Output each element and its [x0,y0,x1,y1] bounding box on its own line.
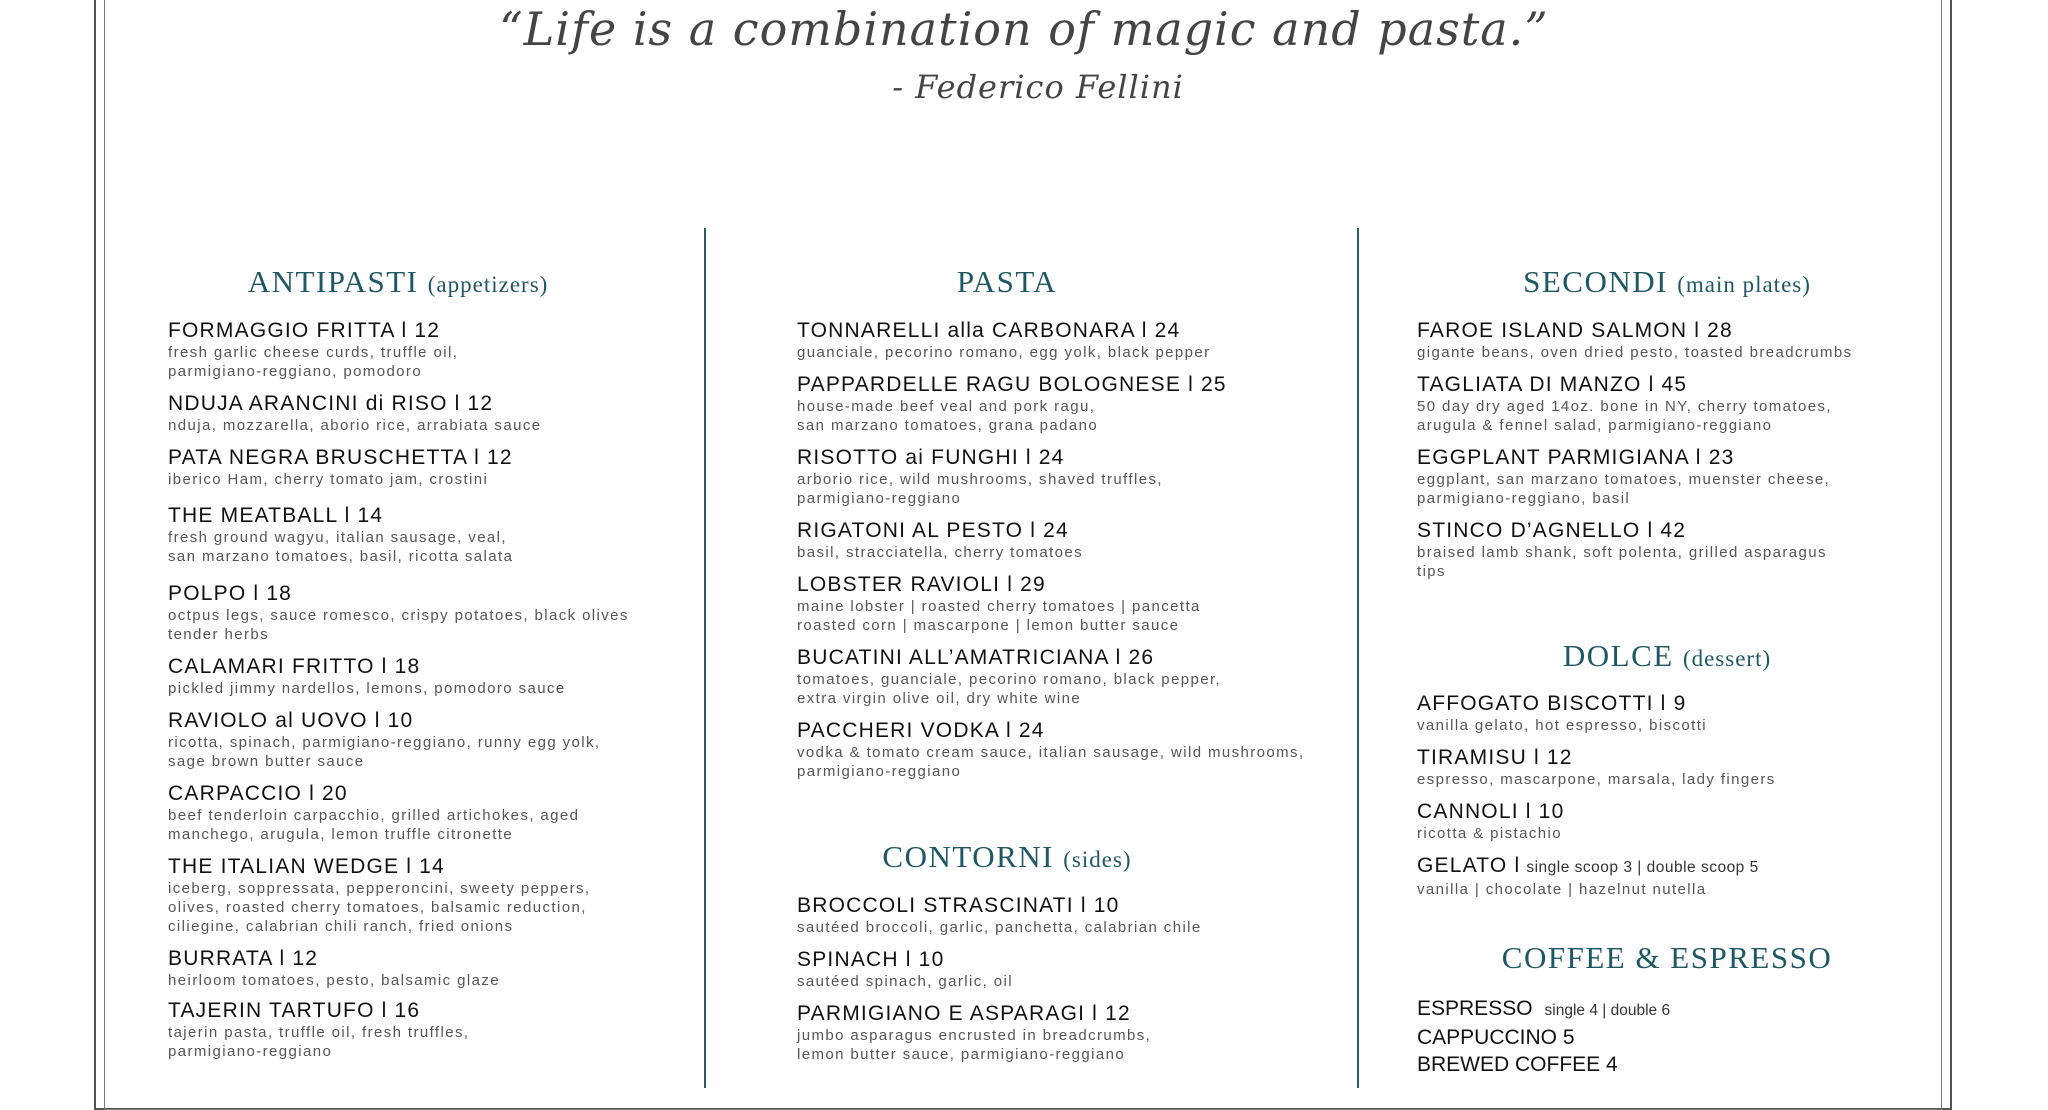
menu-item-description: parmigiano-reggiano [797,490,962,507]
coffee-item-name: ESPRESSO [1417,997,1533,1020]
menu-item-name [1417,373,1917,397]
menu-item-name [797,948,1202,972]
secondi-title: SECONDI [1523,264,1668,299]
dolce-title: DOLCE [1562,638,1674,673]
column-divider-left [704,228,706,1088]
menu-item-name-text: PATA NEGRA BRUSCHETTA l 12 [168,446,513,469]
menu-item-name-text: AFFOGATO BISCOTTI l 9 [1417,692,1687,715]
menu-item-description: san marzano tomatoes, basil, ricotta salata [168,548,514,565]
menu-item-description: jumbo asparagus encrusted in breadcrumbs, [797,1027,1152,1044]
menu-item-description: guanciale, pecorino romano, egg yolk, black pepper [797,344,1211,361]
coffee-item-name: BREWED COFFEE 4 [1417,1053,1618,1076]
menu-item-name [168,504,628,528]
menu-item-name [1417,519,1917,543]
menu-item [797,573,1337,635]
secondi-heading [1407,262,1927,302]
secondi-column [1417,262,1917,1076]
menu-item-name-text: THE MEATBALL l 14 [168,504,384,527]
menu-item-description: iberico Ham, cherry tomato jam, crostini [168,471,489,488]
menu-item-name-text: CALAMARI FRITTO l 18 [168,655,421,678]
antipasti-title: ANTIPASTI [247,264,419,299]
menu-item-name [168,709,628,733]
menu-item [168,782,628,844]
menu-item-name [1417,800,1776,824]
menu-item [1417,692,1776,735]
menu-item-description: fresh garlic cheese curds, truffle oil, [168,344,459,361]
menu-item-description: parmigiano-reggiano, basil [1417,490,1631,507]
menu-item-name [168,855,628,879]
menu-item-description: tips [1417,563,1446,580]
coffee-item-name: CAPPUCCINO 5 [1417,1026,1575,1049]
menu-item-name-text: CANNOLI l 10 [1417,800,1565,823]
menu-item-name-text: TAGLIATA DI MANZO l 45 [1417,373,1688,396]
menu-item-description: sautéed broccoli, garlic, panchetta, calabrian chile [797,919,1202,936]
menu-item-name [797,1002,1202,1026]
quote-author: - Federico Fellini [892,68,1184,106]
menu-item-description: olives, roasted cherry tomatoes, balsamic reduction, [168,899,587,916]
menu-item [168,582,628,644]
menu-item-description: vodka & tomato cream sauce, italian sausage, wild mushrooms, [797,744,1305,761]
menu-item-description: basil, stracciatella, cherry tomatoes [797,544,1084,561]
menu-item-name-text: RIGATONI AL PESTO l 24 [797,519,1069,542]
menu-item-description: nduja, mozzarella, aborio rice, arrabiata sauce [168,417,542,434]
menu-item-description: parmigiano-reggiano [168,1043,333,1060]
menu-item [797,948,1202,991]
menu-item-description: sautéed spinach, garlic, oil [797,973,1013,990]
menu-item-description: beef tenderloin carpacchio, grilled artichokes, aged [168,807,580,824]
menu-item-name [168,392,628,416]
coffee-item [1417,995,1670,1024]
menu-item-name-text: BROCCOLI STRASCINATI l 10 [797,894,1120,917]
menu-item-name [168,582,628,606]
menu-item [168,319,628,381]
menu-item [797,894,1202,937]
menu-item-description: ciliegine, calabrian chili ranch, fried onions [168,918,514,935]
coffee-heading [1407,938,1927,978]
menu-item-description: parmigiano-reggiano, pomodoro [168,363,423,380]
menu-item [1417,319,1917,362]
menu-item-name-text: STINCO D’AGNELLO l 42 [1417,519,1687,542]
menu-item-description: tajerin pasta, truffle oil, fresh truffles, [168,1024,470,1041]
menu-item-name [168,947,628,971]
pasta-heading [787,262,1227,302]
coffee-item [1417,1024,1670,1051]
menu-item [1417,854,1776,899]
menu-item-name [797,446,1337,470]
menu-item [168,855,628,936]
menu-item [168,392,628,435]
pasta-column [797,262,1337,1063]
menu-item [797,1002,1202,1064]
menu-item-description: 50 day dry aged 14oz. bone in NY, cherry tomatoes, [1417,398,1832,415]
menu-item-description: roasted corn | mascarpone | lemon butter sauce [797,617,1180,634]
menu-item [168,709,628,771]
pasta-list [797,319,1337,781]
pasta-title: PASTA [956,264,1058,299]
menu-item-name-text: FORMAGGIO FRITTA l 12 [168,319,441,342]
menu-item [168,947,628,990]
menu-item-name-text: RISOTTO ai FUNGHI l 24 [797,446,1065,469]
menu-item-description: extra virgin olive oil, dry white wine [797,690,1082,707]
menu-item-description: lemon butter sauce, parmigiano-reggiano [797,1046,1126,1063]
menu-item-description: vanilla gelato, hot espresso, biscotti [1417,717,1707,734]
menu-item-description: maine lobster | roasted cherry tomatoes | pancetta [797,598,1201,615]
menu-item-name [168,999,628,1023]
dolce-subtitle: (dessert) [1682,646,1772,671]
menu-item [797,373,1337,435]
menu-item [168,999,628,1061]
column-divider-right [1357,228,1359,1088]
menu-item-name [797,573,1337,597]
menu-item-name-text: THE ITALIAN WEDGE l 14 [168,855,445,878]
menu-item-name-text: FAROE ISLAND SALMON l 28 [1417,319,1733,342]
menu-item-description: san marzano tomatoes, grana padano [797,417,1099,434]
menu-item-description: gigante beans, oven dried pesto, toasted breadcrumbs [1417,344,1853,361]
menu-item [1417,519,1917,581]
menu-item-description: tender herbs [168,626,270,643]
contorni-title: CONTORNI [882,839,1055,874]
menu-item-description: fresh ground wagyu, italian sausage, veal, [168,529,507,546]
menu-item-name [1417,746,1776,770]
menu-item-description: braised lamb shank, soft polenta, grilled asparagus [1417,544,1827,561]
menu-item-description: octpus legs, sauce romesco, crispy potatoes, black olives [168,607,629,624]
menu-item [168,504,628,566]
menu-item [1417,746,1776,789]
menu-item-name-text: GELATO l [1417,854,1521,877]
menu-item-name-text: BUCATINI ALL’AMATRICIANA l 26 [797,646,1155,669]
menu-item-name-text: BURRATA l 12 [168,947,319,970]
menu-item [797,446,1337,508]
menu-item [797,719,1337,781]
menu-item-name [797,373,1337,397]
menu-item [168,446,628,489]
menu-item-description: manchego, arugula, lemon truffle citronette [168,826,514,843]
menu-item-name-text: CARPACCIO l 20 [168,782,348,805]
menu-item [1417,373,1917,435]
contorni-subtitle: (sides) [1063,847,1132,872]
menu-item-description: vanilla | chocolate | hazelnut nutella [1417,881,1707,898]
menu-item [1417,800,1776,843]
menu-item-description: sage brown butter sauce [168,753,365,770]
menu-item-name [797,319,1337,343]
secondi-subtitle: (main plates) [1677,272,1811,297]
menu-item [168,655,628,698]
coffee-item [1417,1051,1670,1078]
menu-item-description: eggplant, san marzano tomatoes, muenster cheese, [1417,471,1831,488]
menu-item-name-text: TIRAMISU l 12 [1417,746,1573,769]
menu-item-name [1417,446,1917,470]
menu-item-name [168,446,628,470]
menu-item [797,646,1337,708]
menu-item-name [797,646,1337,670]
antipasti-heading [138,262,658,302]
menu-item-name-text: EGGPLANT PARMIGIANA l 23 [1417,446,1735,469]
menu-item-description: heirloom tomatoes, pesto, balsamic glaze [168,972,500,989]
menu-item-description: espresso, mascarpone, marsala, lady fingers [1417,771,1776,788]
menu-item-price-note: single scoop 3 | double scoop 5 [1526,859,1759,876]
menu-item-name [1417,854,1776,880]
menu-item-description: ricotta, spinach, parmigiano-reggiano, runny egg yolk, [168,734,601,751]
menu-item [1417,446,1917,508]
menu-item-name-text: TONNARELLI alla CARBONARA l 24 [797,319,1181,342]
menu-item-description: arugula & fennel salad, parmigiano-reggiano [1417,417,1773,434]
secondi-list [1417,319,1917,581]
menu-item-description: arborio rice, wild mushrooms, shaved truffles, [797,471,1163,488]
menu-item-name-text: NDUJA ARANCINI di RISO l 12 [168,392,494,415]
menu-item-name-text: PARMIGIANO E ASPARAGI l 12 [797,1002,1131,1025]
menu-item-name [1417,319,1917,343]
menu-item-name [168,655,628,679]
coffee-list [1417,995,1670,1078]
menu-item-name-text: PACCHERI VODKA l 24 [797,719,1045,742]
contorni-heading [787,837,1227,877]
coffee-item-price-note: single 4 | double 6 [1544,1002,1671,1019]
menu-item-name-text: LOBSTER RAVIOLI l 29 [797,573,1046,596]
menu-item-name [168,319,628,343]
menu-item-name [168,782,628,806]
antipasti-subtitle: (appetizers) [427,272,549,297]
contorni-list [797,894,1202,1064]
menu-item-name [1417,692,1776,716]
menu-item-name [797,519,1337,543]
menu-item-description: tomatoes, guanciale, pecorino romano, black pepper, [797,671,1222,688]
menu-item-name [797,719,1337,743]
menu-item-description: pickled jimmy nardellos, lemons, pomodoro sauce [168,680,566,697]
menu-item-description: iceberg, soppressata, pepperoncini, sweety peppers, [168,880,591,897]
antipasti-column [168,262,628,1061]
menu-item [797,319,1337,362]
quote-text: “Life is a combination of magic and pasta.” [499,2,1549,56]
dolce-heading [1407,636,1927,676]
menu-item-name-text: POLPO l 18 [168,582,293,605]
menu-item-name [797,894,1202,918]
menu-item-description: parmigiano-reggiano [797,763,962,780]
menu-item-name-text: TAJERIN TARTUFO l 16 [168,999,421,1022]
menu-item-name-text: PAPPARDELLE RAGU BOLOGNESE l 25 [797,373,1227,396]
dolce-list [1417,692,1776,899]
menu-item-name-text: RAVIOLO al UOVO l 10 [168,709,414,732]
menu-item-description: ricotta & pistachio [1417,825,1562,842]
menu-item [797,519,1337,562]
coffee-title: COFFEE & ESPRESSO [1501,940,1833,975]
antipasti-list [168,319,628,1061]
menu-item-name-text: SPINACH l 10 [797,948,945,971]
menu-item-description: house-made beef veal and pork ragu, [797,398,1096,415]
